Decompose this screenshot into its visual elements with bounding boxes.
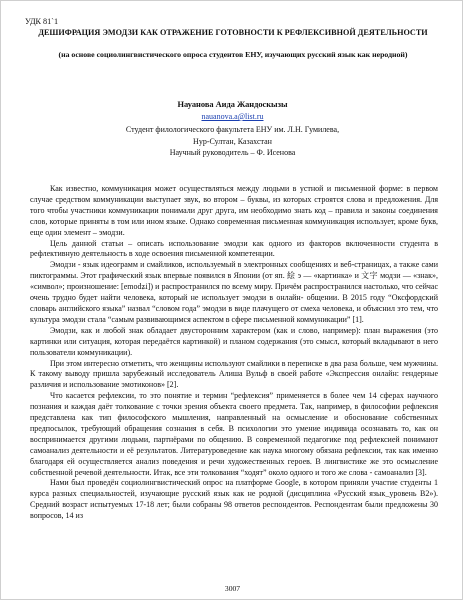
body-paragraph: Эмодзи, как и любой знак обладает двусторонним характером (как и слово, например): план выражения (это картинки или ситуация, которая передаётся картинкой) и планом содержания (это смысл, который вкладывают в него пользователи коммуникации). bbox=[30, 325, 438, 357]
page-number: 3007 bbox=[224, 584, 241, 593]
author-name: Науанова Аида Жандоскызы bbox=[177, 100, 288, 109]
affiliation-line: Нур-Султан, Казахстан bbox=[193, 136, 272, 146]
supervisor-line: Научный руководитель – Ф. Исенова bbox=[169, 148, 296, 157]
author-affiliation bbox=[1, 124, 463, 159]
body-paragraph: Нами был проведён социолингвистический опрос на платформе Google, в котором приняли участие студенты 1 курса разных специальностей, изучающие русский язык как не родной (дисциплина «Русский язык_уровень В2»). Средний возраст испытуемых 17-18 лет; были собраны 98 ответов респондентов. Респондентам были предложены 30 вопросов, 14 из bbox=[30, 478, 438, 521]
body-paragraph: Эмодзи - язык идеограмм и смайликов, используемый в электронных сообщениях и веб-страницах, а также сами пиктограммы. Этот графический язык впервые появился в Японии (от яп. 絵 э — «картинка» и 文字 модзи — «знак», «символ»; произношение: [emodʑi]) и распространился по всему миру. Причём распространился настолько, что сейчас очень трудно будет найти человека, который не использует эмодзи в онлайн- общении. В 2015 году “Оксфордский словарь английского языка” назвал “словом года” эмодзи в виде плачущего от смеха человека, и объяснил это тем, что культура эмодзи стала “самым развивающимся аспектом в сфере письменной коммуникации” [1]. bbox=[30, 260, 438, 324]
author-email-link[interactable]: nauanova.a@list.ru bbox=[201, 112, 264, 121]
body-paragraph: Как известно, коммуникация может осуществляться между людьми в устной и письменной форме: в первом случае средством коммуникации выступает звук, во втором – буквы, из которых строятся слова и предложения. Для того чтобы участники коммуникации понимали друг друга, им необходимо знать код – правила и законы соединения слов, которые приняты в том или ином языке. Однако современная письменная коммуникация использует, кроме букв, еще один элемент – эмодзи. bbox=[30, 184, 438, 237]
body-paragraph: При этом интересно отметить, что женщины используют смайлики в переписке в два раза больше, чем мужчины. К такому выводу пришла зарубежный исследователь Алиша Вульф в своей работе «Экспрессия онлайн: гендерные различия и использование эмотиконов» [2]. bbox=[30, 358, 438, 390]
article-title: ДЕШИФРАЦИЯ ЭМОДЗИ КАК ОТРАЖЕНИЕ ГОТОВНОСТИ К РЕФЛЕКСИВНОЙ ДЕЯТЕЛЬНОСТИ bbox=[38, 28, 428, 37]
body-paragraph: Что касается рефлексии, то это понятие и термин “рефлексия” применяется в более чем 14 сферах научного познания и каждая даёт толкование с точки зрения объекта своего предмета. Так, например, в философии рефлексия представлена как тип философского мышления, направленный на осмысление и обоснование собственных предпосылок, требующий обращения сознания в себя. В психологии это умение индивида осознавать то, как он воспринимается другими людьми, партнёрами по общению. В современной педагогике под рефлексией понимают самоанализ деятельности и её результатов. Литературоведение как наука многому обязана рефлексии, так как именно благодаря ей осуществляется анализ поведения и речи художественных героев. В лингвистике же это осмысление собственной речевой деятельности. Итак, все эти толкования “ходят” около одного и того же слова - самоанализ [3]. bbox=[30, 391, 438, 477]
affiliation-line: Студент филологического факультета ЕНУ им. Л.Н. Гумилева, bbox=[125, 125, 340, 134]
body-paragraph: Цель данной статьи – описать использование эмодзи как одного из факторов включенности студента в рефлективную деятельность в ходе освоения письменной компетенции. bbox=[30, 238, 438, 259]
article-body bbox=[30, 184, 438, 522]
article-subtitle: (на основе социолингвистического опроса студентов ЕНУ, изучающих русский язык как неродной) bbox=[58, 50, 408, 59]
udk-code: УДК 81`1 bbox=[25, 17, 59, 26]
